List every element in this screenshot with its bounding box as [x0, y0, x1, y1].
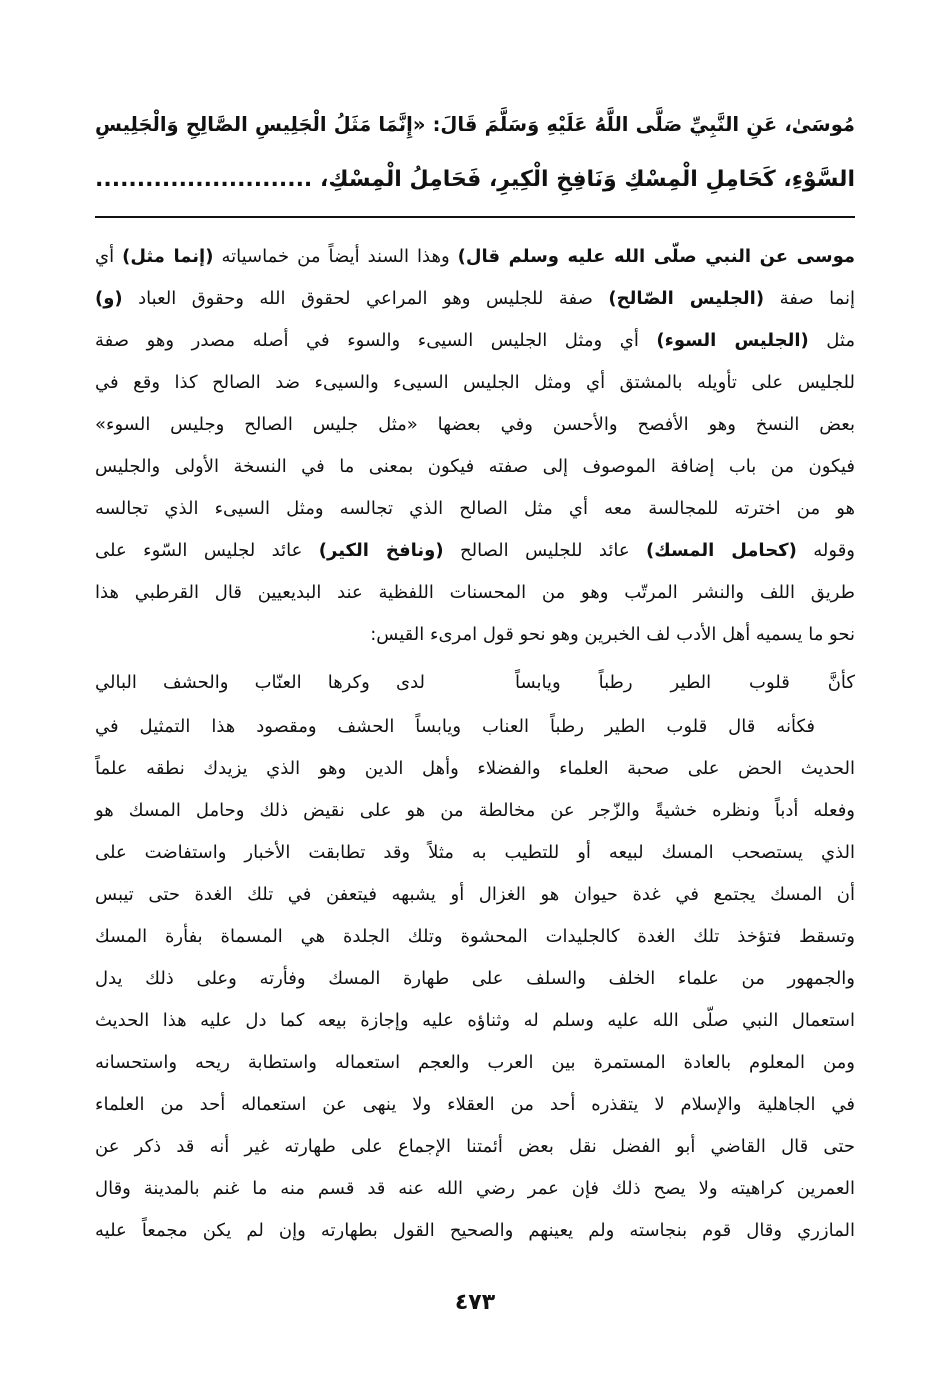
commentary-line: وفعله أدباً ونظره خشيةً والزّجر عن مخالطة من هو على نقيض ذلك وحامل المسك هو: [95, 800, 855, 821]
page-number: ٤٧٣: [454, 1290, 496, 1315]
commentary-line: [95, 446, 855, 488]
quoted-hadith-phrase: (الجليس الصّالح): [608, 288, 765, 309]
commentary-line: أن المسك يجتمع في غدة حيوان هو الغزال أو يشبهه فيتعفن في تلك الغدة حتى تيبس: [95, 884, 855, 905]
commentary-line: الحديث الحض على صحبة العلماء والفضلاء وأهل الدين وهو الذي يزيدك نطقه علماً: [95, 758, 855, 779]
commentary-line: حتى قال القاضي أبو الفضل نقل بعض أئمتنا الإجماع على طهارته غير أنه قد ذكر عن: [95, 1136, 855, 1157]
commentary-text: عائد لجليس السّوء على: [95, 540, 319, 561]
commentary-line: [95, 530, 855, 572]
commentary-line: وتسقط فتؤخذ تلك الغدة كالجليدات المحشوة وتلك الجلدة هي المسماة بفأرة المسك: [95, 926, 855, 947]
commentary-text: صفة للجليس وهو المراعي لحقوق الله وحقوق العباد: [122, 288, 609, 309]
commentary-line: [95, 404, 855, 446]
commentary-line: [95, 488, 855, 530]
commentary-line: [95, 614, 855, 656]
commentary-text: عائد للجليس الصالح: [443, 540, 646, 561]
commentary-line: العمرين كراهيته ولا يصح ذلك فإن عمر رضي الله عنه قد قسم منه ما غنم بالمدينة وقال: [95, 1178, 855, 1199]
commentary-line: [95, 278, 855, 320]
hadith-text-line: مُوسَىٰ، عَنِ النَّبِيِّ صَلَّى اللَّهُ عَلَيْهِ وَسَلَّمَ قَالَ: «إِنَّمَا مَثَلُ الْجَلِيسِ الصَّالِحِ وَالْجَلِيسِ: [95, 113, 855, 136]
commentary-text: أي ومثل الجليس السيىء والسوء في أصله مصدر وهو صفة: [95, 330, 657, 351]
quoted-hadith-phrase: موسى عن النبي صلّى الله عليه وسلم قال): [457, 246, 856, 267]
quoted-hadith-phrase: (الجليس السوء): [656, 330, 809, 351]
commentary-line: المازري وقال قوم بنجاسته ولم يعينهم والصحيح القول بطهارته وإن لم يكن مجمعاً عليه: [95, 1220, 855, 1241]
quoted-hadith-phrase: (و): [95, 288, 123, 309]
commentary-text: أي: [95, 246, 123, 267]
commentary-line: [95, 236, 855, 278]
commentary-line: في الجاهلية والإسلام لا يتقذره أحد من العقلاء ولا ينهى عن استعماله أحد من العلماء: [95, 1094, 855, 1115]
commentary-text: وقوله: [796, 540, 855, 561]
poem-first-hemistich: كأنَّ قلوب الطير رطباً ويابساً: [515, 672, 855, 693]
commentary-line: الذي يستصحب المسك لبيعه أو للتطيب به مثلاً وقد تطابقت الأخبار واستفاضت على: [95, 842, 855, 863]
commentary-text: بعض النسخ وهو الأفصح والأحسن وفي بعضها «مثل جليس الصالح وجليس السوء»: [95, 414, 855, 435]
commentary-text: فيكون من باب إضافة الموصوف إلى صفته فيكون بمعنى ما في النسخة الأولى والجليس: [95, 456, 855, 477]
commentary-text: للجليس على تأويله بالمشتق أي ومثل الجليس السيىء والسيىء ضد الصالح كذا وقع في: [95, 372, 855, 393]
poem-second-hemistich: لدى وكرها العنّاب والحشف البالي: [95, 672, 425, 693]
hadith-text-line: السَّوْءِ، كَحَامِلِ الْمِسْكِ وَنَافِخِ الْكِيرِ، فَحَامِلُ الْمِسْكِ، ..........................: [95, 167, 855, 192]
commentary-line: والجمهور من علماء الخلف والسلف على طهارة المسك وفأرته وعلى ذلك يدل: [95, 968, 855, 989]
commentary-text: وهذا السند أيضاً من خماسياته: [213, 246, 458, 267]
quoted-hadith-phrase: (كحامل المسك): [645, 540, 797, 561]
poem-verse: [95, 662, 855, 704]
commentary-line: [95, 362, 855, 404]
divider-rule: [95, 216, 855, 218]
quoted-hadith-phrase: (إنما مثل): [122, 246, 214, 267]
commentary-line: [95, 572, 855, 614]
commentary-text: مثل: [808, 330, 855, 351]
commentary-text: هو من اخترته للمجالسة معه أي مثل الصالح الذي تجالسه ومثل السيىء الذي تجالسه: [95, 498, 855, 519]
commentary-line: [95, 320, 855, 362]
commentary-text: طريق اللف والنشر المرتّب وهو من المحسنات اللفظية عند البديعيين قال القرطبي هذا: [95, 582, 855, 603]
quoted-hadith-phrase: (ونافخ الكير): [318, 540, 444, 561]
commentary-line: ومن المعلوم بالعادة المستمرة بين العرب والعجم استعماله واستطابة ريحه واستحسانه: [95, 1052, 855, 1073]
commentary-text: نحو ما يسميه أهل الأدب لف الخبرين وهو نحو قول امرىء القيس:: [370, 624, 855, 645]
commentary-line: فكأنه قال قلوب الطير رطباً العناب ويابساً الحشف ومقصود هذا التمثيل في: [95, 716, 815, 737]
commentary-text: إنما صفة: [764, 288, 855, 309]
commentary-line: استعمال النبي صلّى الله عليه وسلم له وثناؤه عليه وإجازة بيعه كما دل عليه هذا الحديث: [95, 1010, 855, 1031]
